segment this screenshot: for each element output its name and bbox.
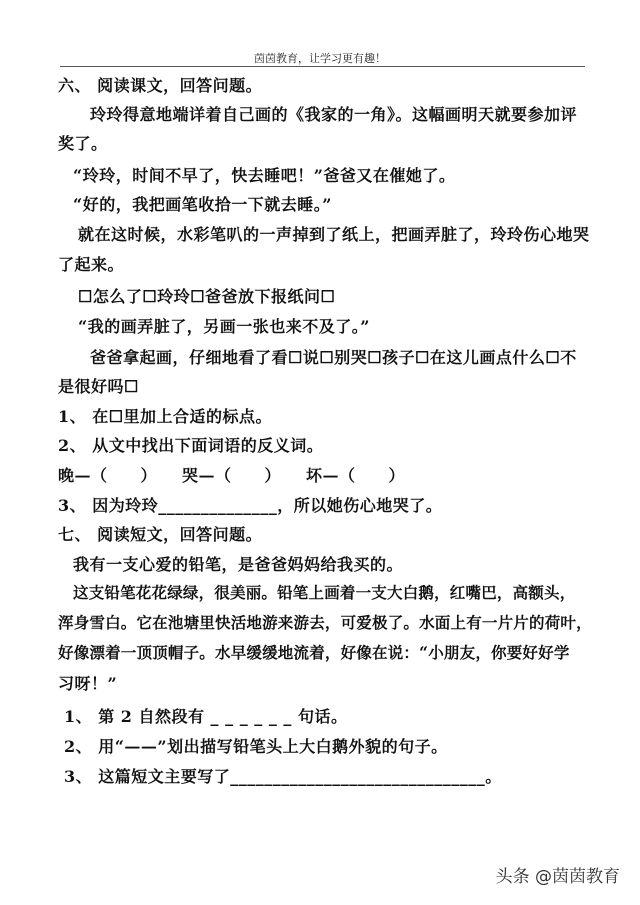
passage-line: 好像漂着一顶顶帽子。水早缓缓地流着，好像在说：“小朋友，你要好好学 (58, 643, 570, 662)
watermark: 头条 @茵茵教育 (495, 867, 620, 887)
passage-line: 玲玲得意地端详着自己画的《我家的一角》。这幅画明天就要参加评 (90, 105, 578, 124)
passage-line: “玲玲，时间不早了，快去睡吧！”爸爸又在催她了。 (73, 166, 456, 185)
passage-line: 奖了。 (58, 134, 108, 153)
question-item: 1、 第 2 自然段有 _ _ _ _ _ _ 句话。 (64, 707, 348, 726)
passage-line: “我的画弄脏了，另画一张也来不及了。” (78, 317, 370, 336)
passage-line: 浑身雪白。它在池塘里快活地游来游去，可爱极了。水面上有一片片的荷叶， (58, 613, 592, 632)
page-header: 茵茵教育，让学习更有趣！ (254, 52, 386, 65)
passage-line: 就在这时候，水彩笔叭的一声掉到了纸上，把画弄脏了，玲玲伤心地哭 (78, 225, 590, 244)
passage-line: 爸爸拿起画，仔细地看了看☐说☐别哭☐孩子☐在这儿画点什么☐不 (90, 348, 577, 367)
header-divider (60, 66, 585, 67)
section-seven-heading: 七、 阅读短文，回答问题。 (58, 525, 263, 544)
question-item: 3、 这篇短文主要写了______________________________。 (64, 767, 502, 786)
question-item: 3、 因为玲玲______________，所以她伤心地哭了。 (58, 496, 443, 515)
passage-line: 了起来。 (58, 255, 125, 274)
question-item: 2、 从文中找出下面词语的反义词。 (58, 436, 324, 455)
passage-line: 我有一支心爱的铅笔，是爸爸妈妈给我买的。 (73, 555, 404, 574)
question-item: 1、 在☐里加上合适的标点。 (58, 407, 273, 426)
passage-line: ☐怎么了☐玲玲☐爸爸放下报纸问☐ (78, 287, 336, 306)
passage-line: 这支铅笔花花绿绿，很美丽。铅笔上画着一支大白鹅，红嘴巴，高额头， (73, 583, 576, 602)
section-six-heading: 六、 阅读课文，回答问题。 (58, 76, 263, 95)
question-item: 2、 用“——”划出描写铅笔头上大白鹅外貌的句子。 (64, 737, 448, 756)
passage-line: 是很好吗☐ (58, 377, 139, 396)
passage-line: 习呀！” (58, 674, 118, 693)
antonym-blanks: 晚—（ ） 哭—（ ） 坏—（ ） (58, 466, 406, 485)
passage-line: “好的，我把画笔收拾一下就去睡。” (73, 195, 332, 214)
